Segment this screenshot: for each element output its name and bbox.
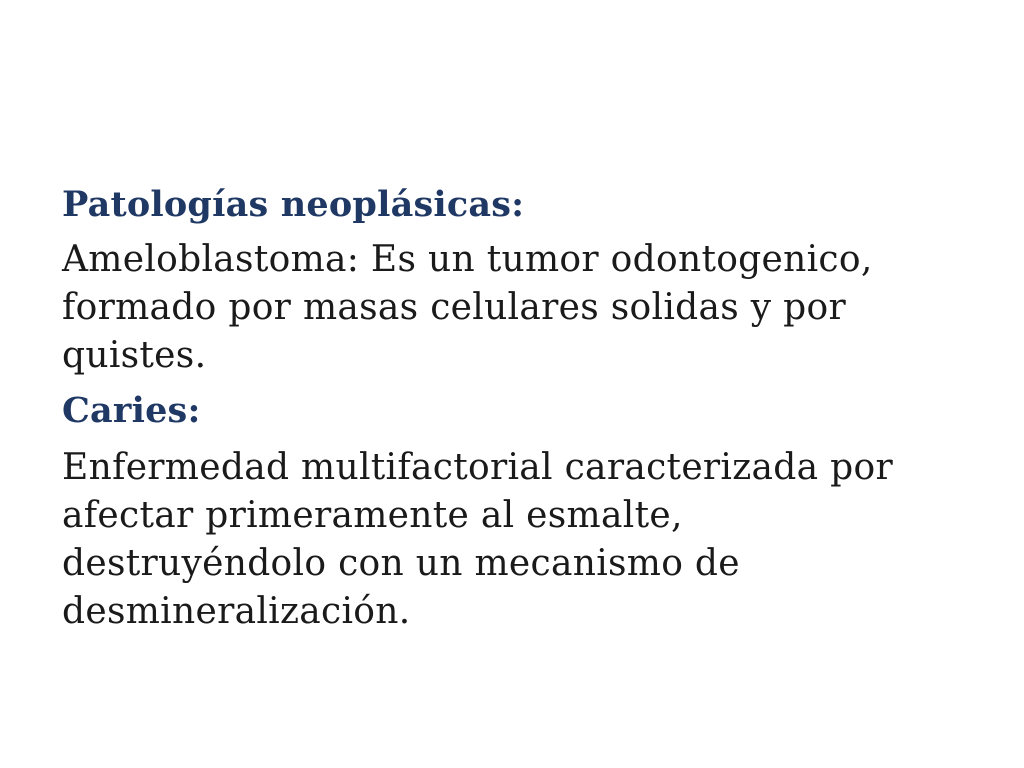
spacer [62, 228, 962, 236]
paragraph-line: destruyéndolo con un mecanismo de [62, 543, 740, 584]
paragraph-line: formado por masas celulares solidas y por [62, 287, 846, 328]
paragraph-line: Ameloblastoma: Es un tumor odontogenico, [62, 239, 873, 280]
paragraph-ameloblastoma [62, 236, 962, 380]
paragraph-line: desmineralización. [62, 591, 411, 632]
paragraph-line: Enfermedad multifactorial caracterizada por [62, 447, 893, 488]
heading-neoplastic-pathologies: Patologías neoplásicas: [62, 184, 525, 225]
paragraph-line: quistes. [62, 335, 207, 376]
slide-content [62, 182, 962, 636]
heading-caries: Caries: [62, 390, 201, 431]
spacer [62, 380, 962, 388]
paragraph-caries [62, 444, 962, 636]
spacer [62, 434, 962, 444]
paragraph-line: afectar primeramente al esmalte, [62, 495, 683, 536]
